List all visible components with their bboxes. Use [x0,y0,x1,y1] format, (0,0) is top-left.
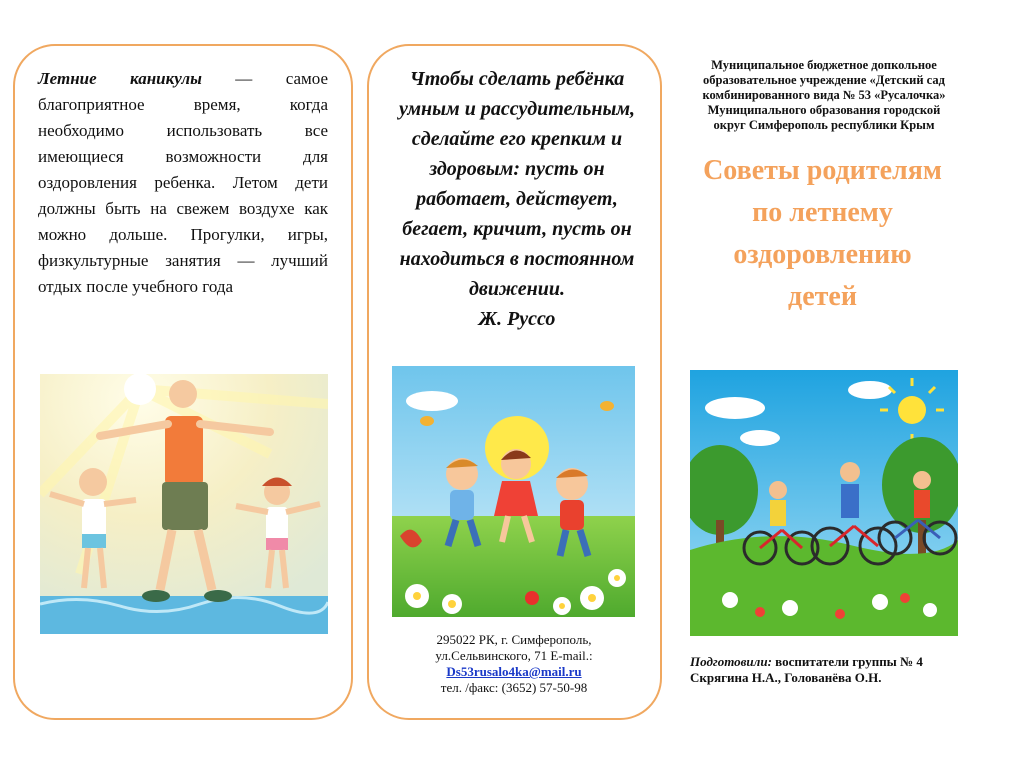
contacts-block [392,632,636,696]
intro-paragraph [38,66,328,300]
children-playing-illustration [392,366,635,617]
address-line-1: 295022 РК, г. Симферополь, [436,632,592,647]
prepared-by [690,654,980,686]
authors: Скрягина Н.А., Голованёва О.Н. [690,670,882,685]
family-cycling-illustration [690,370,958,636]
prepared-text: воспитатели группы № 4 [771,654,923,669]
quote-text: Чтобы сделать ребёнка умным и рассудительным, сделайте его крепким и здоровым: пусть он работает, действует, бегает, кричит, пусть он находиться в постоянном движении. [398,68,636,300]
family-exercise-illustration [40,374,328,634]
intro-body: — самое благоприятное время, когда необходимо использовать все имеющиеся возможности для оздоровления ребенка. Летом дети должны быть на свежем воздухе как можно дольше. Прогулки, игры, физкультурные занятия — лучший отдых после учебного года [38,69,328,296]
address-line-2: ул.Сельвинского, 71 E-mail.: [435,648,593,663]
quote-block [388,64,646,334]
organization-name: Муниципальное бюджетное допкольное образовательное учреждение «Детский сад комбинированного вида № 53 «Русалочка» Муниципального образования городской округ Симферополь республики Крым [702,58,946,132]
quote-author: Ж. Руссо [478,308,556,330]
intro-lead: Летние каникулы [38,69,202,88]
brochure-title: Советы родителям по летнему оздоровлению детей [703,155,942,312]
email-link[interactable]: Ds53rusalo4ka@mail.ru [446,664,582,679]
prepared-label: Подготовили: [690,654,772,669]
phone-fax: тел. /факс: (3652) 57-50-98 [440,680,588,695]
